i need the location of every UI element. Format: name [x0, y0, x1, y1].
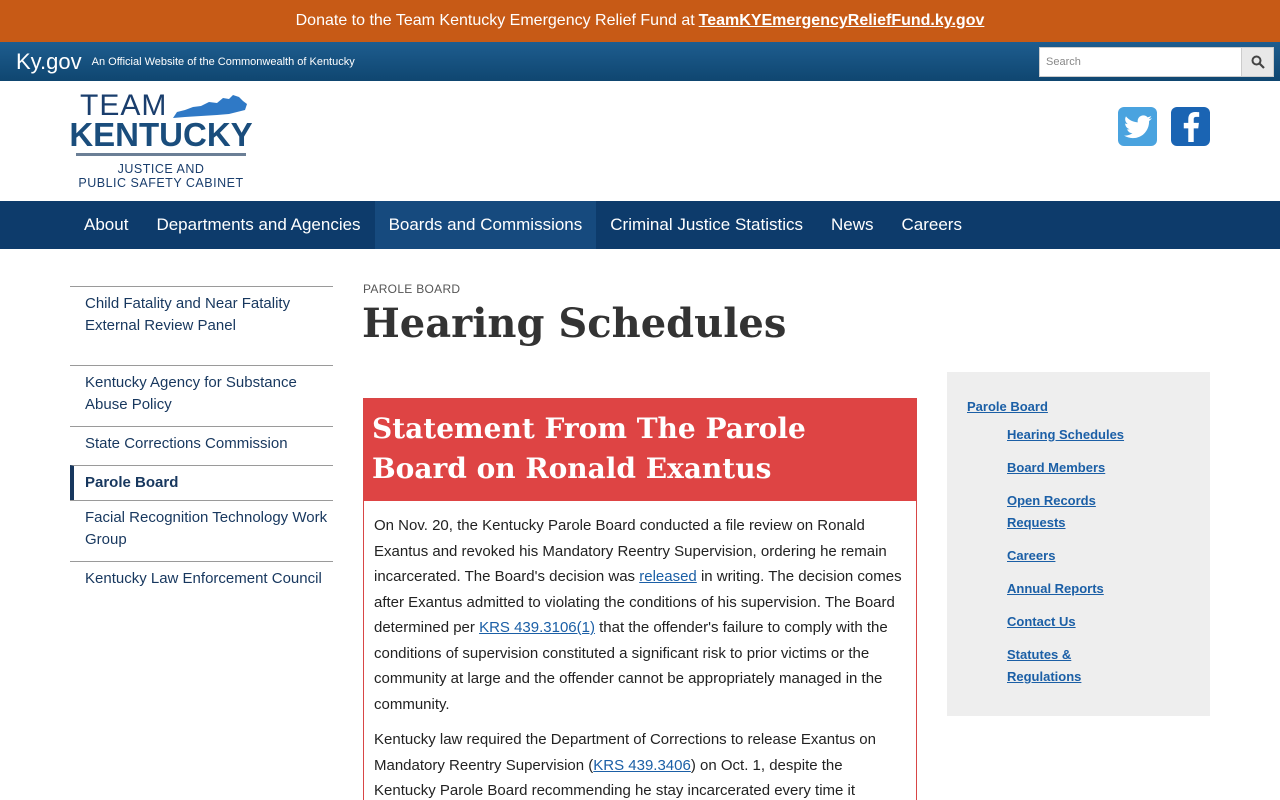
- side-link-board-members[interactable]: Board Members: [1007, 460, 1106, 475]
- statement-text: that the offender's failure to comply with the conditions of supervision constituted a significant risk to prior victims or the community at large and the offender cannot be appropriately managed in the community.: [374, 619, 888, 713]
- logo-cabinet-line2: PUBLIC SAFETY CABINET: [78, 176, 244, 190]
- site-header: [0, 81, 1280, 201]
- statement-box: [363, 398, 917, 800]
- left-nav-item-substance-abuse-policy[interactable]: Kentucky Agency for Substance Abuse Policy: [70, 365, 333, 426]
- search-input[interactable]: [1039, 47, 1242, 77]
- logo-cabinet-line1: JUSTICE AND: [117, 162, 205, 176]
- kygov-search: [1039, 47, 1274, 77]
- main-nav: [0, 201, 1280, 249]
- left-nav-item-child-fatality[interactable]: Child Fatality and Near Fatality External Review Panel: [70, 286, 333, 365]
- side-link-parole-board[interactable]: Parole Board: [967, 399, 1048, 414]
- statement-body: [364, 501, 916, 800]
- donate-banner: [0, 0, 1280, 42]
- krs-439-3106-link[interactable]: KRS 439.3106(1): [479, 619, 595, 636]
- kygov-tagline: An Official Website of the Commonwealth of Kentucky: [91, 55, 355, 68]
- logo-team: TEAM: [80, 89, 168, 122]
- search-icon: [1251, 55, 1265, 69]
- nav-news[interactable]: News: [830, 215, 874, 234]
- search-button[interactable]: [1242, 47, 1274, 77]
- logo-divider: [76, 153, 246, 156]
- left-nav-item-facial-recognition[interactable]: Facial Recognition Technology Work Group: [70, 500, 333, 561]
- statement-text: On Nov. 20, the Kentucky Parole Board conducted a file review on Ronald Exantus and revoked his Mandatory Reentry Supervision, ordering he remain incarcerated. The Board's decision was: [374, 517, 887, 585]
- released-link[interactable]: released: [639, 568, 697, 585]
- side-link-careers[interactable]: Careers: [1007, 548, 1056, 563]
- twitter-icon: [1124, 115, 1152, 139]
- nav-departments-and-agencies[interactable]: Departments and Agencies: [156, 215, 361, 234]
- side-link-open-records-requests[interactable]: Open Records Requests: [1007, 493, 1096, 530]
- left-nav: [70, 286, 333, 600]
- left-nav-item-parole-board[interactable]: Parole Board: [70, 465, 333, 500]
- nav-boards-and-commissions[interactable]: Boards and Commissions: [375, 201, 597, 249]
- team-kentucky-logo[interactable]: [66, 89, 256, 190]
- statement-paragraph: [374, 727, 906, 800]
- donate-link[interactable]: TeamKYEmergencyReliefFund.ky.gov: [698, 12, 985, 29]
- facebook-icon: [1180, 112, 1202, 142]
- krs-439-3406-link[interactable]: KRS 439.3406: [593, 756, 691, 774]
- facebook-link[interactable]: [1171, 107, 1210, 146]
- nav-careers[interactable]: Careers: [901, 215, 962, 234]
- side-link-contact-us[interactable]: Contact Us: [1007, 614, 1076, 629]
- nav-about[interactable]: About: [84, 215, 129, 234]
- left-nav-item-state-corrections[interactable]: State Corrections Commission: [70, 426, 333, 465]
- donate-text: Donate to the Team Kentucky Emergency Relief Fund at: [295, 12, 695, 29]
- social-links: [1118, 107, 1210, 146]
- side-link-statutes-regulations[interactable]: Statutes & Regulations: [1007, 647, 1082, 684]
- logo-kentucky: KENTUCKY: [69, 116, 253, 153]
- statement-title: Statement From The Parole Board on Ronald Exantus: [364, 399, 916, 501]
- statement-text: ) on Oct. 1, despite the Kentucky Parole Board recommending he stay incarcerated every time it: [374, 756, 856, 799]
- statement-text: Kentucky law required the Department of Corrections to release Exantus on Mandatory Reentry Supervision (: [374, 731, 876, 774]
- statement-text: in writing. The decision comes after Exantus admitted to violating the conditions of his supervision. The Board determined per: [374, 568, 902, 636]
- statement-paragraph: [374, 513, 906, 717]
- left-nav-item-law-enforcement-council[interactable]: Kentucky Law Enforcement Council: [70, 561, 333, 600]
- breadcrumb[interactable]: PAROLE BOARD: [363, 282, 461, 296]
- nav-criminal-justice-statistics[interactable]: Criminal Justice Statistics: [610, 215, 803, 234]
- side-panel: [947, 372, 1210, 716]
- kygov-logo[interactable]: Ky.gov: [16, 48, 82, 74]
- twitter-link[interactable]: [1118, 107, 1157, 146]
- page-title: Hearing Schedules: [362, 300, 787, 347]
- side-link-hearing-schedules[interactable]: Hearing Schedules: [1007, 427, 1125, 442]
- kygov-bar: [0, 42, 1280, 81]
- side-link-annual-reports[interactable]: Annual Reports: [1007, 581, 1104, 596]
